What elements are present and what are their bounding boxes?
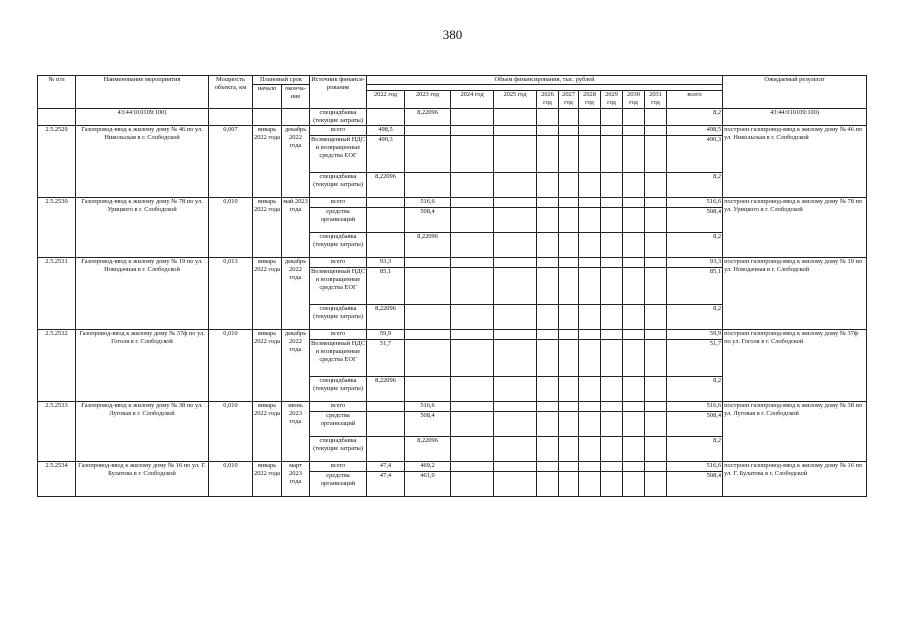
value-empty (601, 136, 623, 173)
continuation-row (38, 108, 867, 125)
value-empty (559, 126, 579, 136)
value-total: 516,6 (667, 402, 723, 412)
value-empty (645, 330, 667, 340)
funding-source: спецнадбавка (текущие затраты) (310, 233, 367, 258)
value-2023 (405, 136, 451, 173)
value-empty (559, 402, 579, 412)
value-2022 (367, 402, 405, 412)
item-name: Газопровод-ввод к жилому дому № 46 по ул. Никольская в г. Слободской (76, 126, 209, 198)
value-2022 (367, 412, 405, 437)
header-start: начало (253, 85, 282, 108)
value-empty (623, 330, 645, 340)
value-total: 59,9 (667, 330, 723, 340)
value-2023 (405, 126, 451, 136)
value-empty (559, 412, 579, 437)
item-number: 2.5.2529 (38, 126, 76, 198)
value-2023: 508,4 (405, 412, 451, 437)
value-empty (559, 136, 579, 173)
financing-table (37, 75, 867, 497)
table-row (38, 462, 867, 472)
value-empty (579, 462, 601, 472)
value-2022: 47,4 (367, 472, 405, 497)
value-empty (537, 126, 559, 136)
value-empty (601, 126, 623, 136)
value-2023: 8,22096 (405, 233, 451, 258)
header-year-7: 2029 год (601, 91, 623, 108)
value-2022: 8,22096 (367, 305, 405, 330)
value-empty (559, 377, 579, 402)
header-year-10: всего (667, 91, 723, 108)
value-empty (645, 305, 667, 330)
value-empty (537, 412, 559, 437)
cont-result: 43:44:010109:100) (723, 108, 867, 125)
item-result: построен газопровод-ввод к жилому дому № 37ф по ул. Гоголя в г. Слободской (723, 330, 867, 402)
value-empty (623, 340, 645, 377)
value-empty (645, 268, 667, 305)
table-row (38, 198, 867, 208)
item-result: построен газопровод-ввод к жилому дому № 78 по ул. Урицкого в г. Слободской (723, 198, 867, 258)
value-empty (579, 412, 601, 437)
value-empty (451, 330, 494, 340)
value-empty (601, 233, 623, 258)
value-empty (645, 198, 667, 208)
value-empty (494, 233, 537, 258)
value-empty (559, 233, 579, 258)
item-capacity: 0,010 (209, 198, 253, 258)
value-empty (451, 258, 494, 268)
item-capacity: 0,007 (209, 126, 253, 198)
value-empty (451, 462, 494, 472)
funding-source: всего (310, 198, 367, 208)
value-empty (601, 402, 623, 412)
value-2023: 508,4 (405, 208, 451, 233)
value-empty (494, 377, 537, 402)
value-2023 (405, 173, 451, 198)
value-empty (537, 462, 559, 472)
value-empty (451, 208, 494, 233)
funding-source: Возмещенный НДС и возвращенные средства ЕОГ (310, 340, 367, 377)
value-empty (579, 173, 601, 198)
value-empty (623, 198, 645, 208)
value-empty (559, 258, 579, 268)
value-empty (645, 437, 667, 462)
value-empty (494, 330, 537, 340)
value-empty (579, 208, 601, 233)
header-year-0: 2022 год (367, 91, 405, 108)
value-empty (601, 472, 623, 497)
value-empty (601, 377, 623, 402)
value-empty (559, 472, 579, 497)
value-empty (579, 377, 601, 402)
value-empty (559, 268, 579, 305)
funding-source: Возмещенный НДС и возвращенные средства ЕОГ (310, 136, 367, 173)
value-empty (645, 402, 667, 412)
value-total: 8,2 (667, 437, 723, 462)
header-year-5: 2027 год (559, 91, 579, 108)
value-empty (537, 437, 559, 462)
value-empty (451, 173, 494, 198)
funding-source: всего (310, 462, 367, 472)
value-empty (559, 198, 579, 208)
item-start: январь 2022 года (253, 462, 282, 497)
value-empty (537, 208, 559, 233)
header-row-1 (38, 76, 867, 85)
value-empty (537, 305, 559, 330)
item-end: май 2023 года (282, 198, 310, 258)
value-empty (579, 305, 601, 330)
value-empty (645, 412, 667, 437)
value-empty (451, 268, 494, 305)
value-empty (623, 268, 645, 305)
value-empty (645, 136, 667, 173)
item-name: Газопровод-ввод к жилому дому № 19 по ул. Новодачная в г. Слободской (76, 258, 209, 330)
value-2023 (405, 305, 451, 330)
value-empty (559, 173, 579, 198)
value-empty (645, 126, 667, 136)
value-empty (645, 472, 667, 497)
item-end: март 2023 года (282, 462, 310, 497)
header-year-2: 2024 год (451, 91, 494, 108)
value-2023 (405, 340, 451, 377)
value-empty (494, 258, 537, 268)
value-2023 (405, 330, 451, 340)
value-2022: 8,22096 (367, 377, 405, 402)
value-empty (537, 258, 559, 268)
item-result: построен газопровод-ввод к жилому дому № 46 по ул. Никольская в г. Слободской (723, 126, 867, 198)
value-empty (623, 437, 645, 462)
value-2022: 47,4 (367, 462, 405, 472)
value-total: 85,1 (667, 268, 723, 305)
value-total: 516,6 (667, 462, 723, 472)
value-empty (623, 173, 645, 198)
table-row (38, 126, 867, 136)
header-volume: Объем финансирования, тыс. рублей (367, 76, 723, 85)
value-empty (494, 472, 537, 497)
value-empty (537, 173, 559, 198)
value-2022 (367, 208, 405, 233)
value-2022: 85,1 (367, 268, 405, 305)
header-num: № п/п (38, 76, 76, 109)
funding-source: спецнадбавка (текущие затраты) (310, 437, 367, 462)
value-empty (537, 268, 559, 305)
value-empty (601, 305, 623, 330)
value-empty (537, 233, 559, 258)
header-year-9: 2031 год (645, 91, 667, 108)
item-end: декабрь 2022 года (282, 258, 310, 330)
value-2022: 51,7 (367, 340, 405, 377)
value-empty (494, 126, 537, 136)
item-start: январь 2022 года (253, 402, 282, 462)
value-empty (451, 340, 494, 377)
value-2023: 8,22096 (405, 437, 451, 462)
value-empty (579, 472, 601, 497)
value-empty (494, 462, 537, 472)
value-2022 (367, 233, 405, 258)
value-empty (451, 233, 494, 258)
value-empty (601, 258, 623, 268)
value-empty (579, 258, 601, 268)
value-empty (559, 305, 579, 330)
value-empty (601, 268, 623, 305)
value-empty (579, 340, 601, 377)
value-2023: 516,6 (405, 402, 451, 412)
value-empty (623, 126, 645, 136)
value-empty (579, 198, 601, 208)
value-empty (559, 330, 579, 340)
item-start: январь 2022 года (253, 258, 282, 330)
value-empty (451, 136, 494, 173)
value-empty (623, 412, 645, 437)
value-total: 93,3 (667, 258, 723, 268)
value-empty (601, 330, 623, 340)
value-empty (645, 340, 667, 377)
value-total: 516,6 (667, 198, 723, 208)
item-name: Газопровод-ввод к жилому дому № 38 по ул. Луговая в г. Слободской (76, 402, 209, 462)
value-empty (494, 136, 537, 173)
value-2022: 93,3 (367, 258, 405, 268)
table-row (38, 330, 867, 340)
header-year-6: 2028 год (579, 91, 601, 108)
item-number: 2.5.2534 (38, 462, 76, 497)
value-empty (494, 208, 537, 233)
header-end: оконча-ние (282, 85, 310, 108)
value-total: 508,4 (667, 412, 723, 437)
header-capacity: Мощность объекта, км (209, 76, 253, 109)
value-empty (579, 268, 601, 305)
value-total: 8,2 (667, 173, 723, 198)
header-year-1: 2023 год (405, 91, 451, 108)
item-name: Газопровод-ввод к жилому дому № 16 по ул. Г. Булатова в г. Слободской (76, 462, 209, 497)
value-empty (579, 233, 601, 258)
cont-total: 8,2 (667, 108, 723, 125)
value-empty (623, 472, 645, 497)
header-year-3: 2025 год (494, 91, 537, 108)
value-total: 8,2 (667, 377, 723, 402)
value-empty (623, 233, 645, 258)
funding-source: средства организаций (310, 472, 367, 497)
value-empty (494, 412, 537, 437)
value-empty (623, 305, 645, 330)
item-name: Газопровод-ввод к жилому дому № 37ф по ул. Гоголя в г. Слободской (76, 330, 209, 402)
funding-source: спецнадбавка (текущие затраты) (310, 305, 367, 330)
item-start: январь 2022 года (253, 330, 282, 402)
value-empty (579, 136, 601, 173)
value-2022 (367, 437, 405, 462)
value-empty (494, 305, 537, 330)
value-2022: 498,5 (367, 126, 405, 136)
table-row (38, 258, 867, 268)
value-2023: 469,2 (405, 462, 451, 472)
value-2022: 490,3 (367, 136, 405, 173)
value-2023: 516,6 (405, 198, 451, 208)
value-empty (579, 330, 601, 340)
value-empty (451, 437, 494, 462)
funding-source: средства организаций (310, 208, 367, 233)
value-empty (451, 472, 494, 497)
value-empty (579, 437, 601, 462)
item-capacity: 0,013 (209, 258, 253, 330)
item-start: январь 2022 года (253, 126, 282, 198)
value-empty (494, 198, 537, 208)
value-empty (537, 472, 559, 497)
value-total: 51,7 (667, 340, 723, 377)
value-empty (601, 173, 623, 198)
item-name: Газопровод-ввод к жилому дому № 78 по ул. Урицкого в г. Слободской (76, 198, 209, 258)
value-total: 508,4 (667, 208, 723, 233)
value-total: 8,2 (667, 233, 723, 258)
cont-num (38, 108, 76, 125)
item-end: декабрь 2022 года (282, 330, 310, 402)
value-empty (601, 208, 623, 233)
value-empty (559, 340, 579, 377)
cont-source: спецнадбавка (текущие затраты) (310, 108, 367, 125)
funding-source: всего (310, 402, 367, 412)
page-number: 380 (442, 27, 463, 42)
value-empty (559, 208, 579, 233)
value-empty (451, 305, 494, 330)
value-2023: 461,0 (405, 472, 451, 497)
header-name: Наименование мероприятия (76, 76, 209, 109)
value-empty (537, 377, 559, 402)
item-result: построен газопровод-ввод к жилому дому № 16 по ул. Г. Булатова в г. Слободской (723, 462, 867, 497)
cont-2023: 8,22096 (405, 108, 451, 125)
value-empty (623, 208, 645, 233)
value-total: 490,3 (667, 136, 723, 173)
item-capacity: 0,010 (209, 330, 253, 402)
value-empty (601, 340, 623, 377)
item-capacity: 0,010 (209, 402, 253, 462)
value-empty (623, 258, 645, 268)
funding-source: спецнадбавка (текущие затраты) (310, 377, 367, 402)
value-2022: 8,22096 (367, 173, 405, 198)
item-number: 2.5.2531 (38, 258, 76, 330)
funding-source: Возмещенный НДС и возвращенные средства ЕОГ (310, 268, 367, 305)
value-empty (494, 268, 537, 305)
value-empty (494, 402, 537, 412)
value-2023 (405, 377, 451, 402)
table-row (38, 402, 867, 412)
value-empty (645, 462, 667, 472)
header-year-4: 2026 год (537, 91, 559, 108)
item-capacity: 0,010 (209, 462, 253, 497)
value-empty (537, 340, 559, 377)
item-end: декабрь 2022 года (282, 126, 310, 198)
item-start: январь 2022 года (253, 198, 282, 258)
item-result: построен газопровод-ввод к жилому дому № 19 по ул. Новодачная в г. Слободской (723, 258, 867, 330)
value-empty (537, 330, 559, 340)
item-number: 2.5.2533 (38, 402, 76, 462)
header-year-8: 2030 год (623, 91, 645, 108)
value-empty (451, 412, 494, 437)
value-total: 498,5 (667, 126, 723, 136)
value-2023 (405, 258, 451, 268)
funding-source: всего (310, 258, 367, 268)
item-result: построен газопровод-ввод к жилому дому № 38 по ул. Луговая в г. Слободской (723, 402, 867, 462)
value-empty (601, 437, 623, 462)
funding-source: всего (310, 330, 367, 340)
value-empty (645, 233, 667, 258)
value-empty (537, 136, 559, 173)
value-empty (451, 126, 494, 136)
header-term: Плановый срок (253, 76, 310, 85)
item-end: июнь 2023 года (282, 402, 310, 462)
value-empty (623, 462, 645, 472)
item-number: 2.5.2530 (38, 198, 76, 258)
value-empty (623, 402, 645, 412)
header-source: Источник финанси-рования (310, 76, 367, 109)
value-empty (645, 208, 667, 233)
value-empty (623, 377, 645, 402)
value-2022: 59,9 (367, 330, 405, 340)
value-empty (451, 198, 494, 208)
value-empty (579, 126, 601, 136)
value-empty (559, 462, 579, 472)
funding-source: спецнадбавка (текущие затраты) (310, 173, 367, 198)
value-total: 508,4 (667, 472, 723, 497)
value-empty (451, 402, 494, 412)
item-number: 2.5.2532 (38, 330, 76, 402)
value-empty (601, 462, 623, 472)
value-empty (537, 402, 559, 412)
value-empty (559, 437, 579, 462)
value-empty (645, 173, 667, 198)
value-empty (601, 198, 623, 208)
cont-name: 43:44:010109:100) (76, 108, 209, 125)
value-empty (451, 377, 494, 402)
value-empty (645, 377, 667, 402)
value-empty (645, 258, 667, 268)
funding-source: средства организаций (310, 412, 367, 437)
value-2022 (367, 198, 405, 208)
value-empty (601, 412, 623, 437)
value-empty (579, 402, 601, 412)
value-empty (537, 198, 559, 208)
value-empty (494, 340, 537, 377)
value-2023 (405, 268, 451, 305)
funding-source: всего (310, 126, 367, 136)
header-result: Ожидаемый результат (723, 76, 867, 109)
value-total: 8,2 (667, 305, 723, 330)
value-empty (623, 136, 645, 173)
value-empty (494, 437, 537, 462)
value-empty (494, 173, 537, 198)
